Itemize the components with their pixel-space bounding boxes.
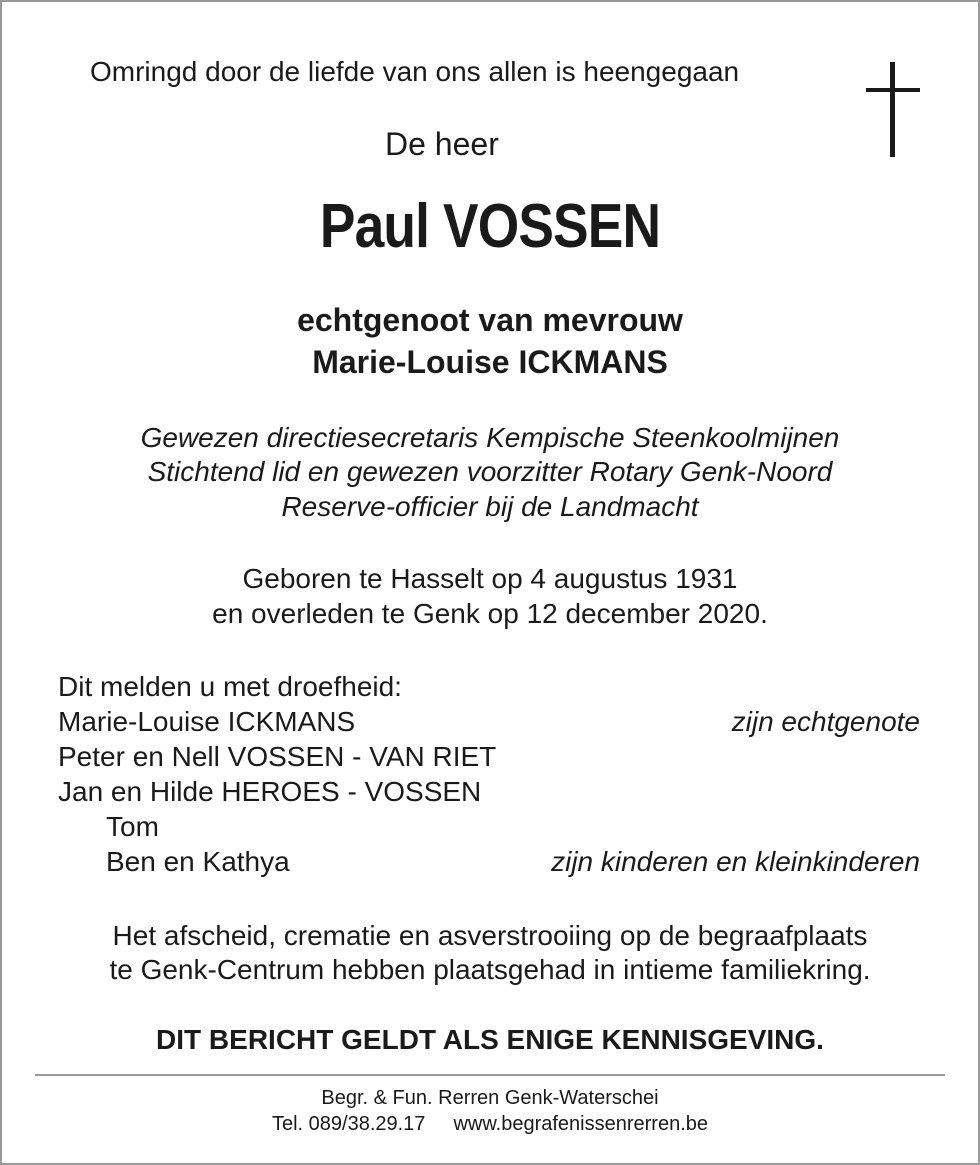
birth-line: Geboren te Hasselt op 4 augustus 1931 xyxy=(242,563,738,594)
funeral-home-name: Begr. & Fun. Rerren Genk-Waterschei xyxy=(321,1087,659,1109)
role-line: Reserve-officier bij de Landmacht xyxy=(281,491,699,522)
deceased-name: Paul VOSSEN xyxy=(319,192,661,261)
spouse-line-2: Marie-Louise ICKMANS xyxy=(312,344,668,380)
family-member-name: Jan en Hilde HEROES - VOSSEN xyxy=(58,776,482,807)
family-intro: Dit melden u met droefheid: xyxy=(58,671,402,702)
family-member-name: Marie-Louise ICKMANS xyxy=(58,706,356,737)
death-line: en overleden te Genk op 12 december 2020. xyxy=(212,598,768,629)
honorific-title: De heer xyxy=(385,126,499,162)
notice-text: DIT BERICHT GELDT ALS ENIGE KENNISGEVING. xyxy=(156,1024,824,1055)
footer-contact xyxy=(0,1114,980,1134)
intro-text: Omringd door de liefde van ons allen is heengegaan xyxy=(90,56,740,87)
role-line: Stichtend lid en gewezen voorzitter Rotary Genk-Noord xyxy=(147,456,833,487)
family-member-relation: zijn echtgenote xyxy=(731,706,920,737)
cross-horizontal xyxy=(866,88,920,92)
family-member-name: Peter en Nell VOSSEN - VAN RIET xyxy=(58,741,497,772)
website-link[interactable]: www.begrafenissenrerren.be xyxy=(453,1113,709,1135)
spouse-line-1: echtgenoot van mevrouw xyxy=(297,302,683,338)
footer-divider xyxy=(35,1074,945,1076)
family-member-relation: zijn kinderen en kleinkinderen xyxy=(551,846,920,877)
family-member-name: Ben en Kathya xyxy=(106,846,290,877)
farewell-line-2: te Genk-Centrum hebben plaatsgehad in intieme familiekring. xyxy=(109,954,871,985)
farewell-line-1: Het afscheid, crematie en asverstrooiing op de begraafplaats xyxy=(112,920,868,951)
role-line: Gewezen directiesecretaris Kempische Steenkoolmijnen xyxy=(140,422,840,453)
phone-number: Tel. 089/38.29.17 xyxy=(271,1113,426,1135)
cross-vertical xyxy=(890,62,895,157)
family-member-name: Tom xyxy=(106,811,159,842)
